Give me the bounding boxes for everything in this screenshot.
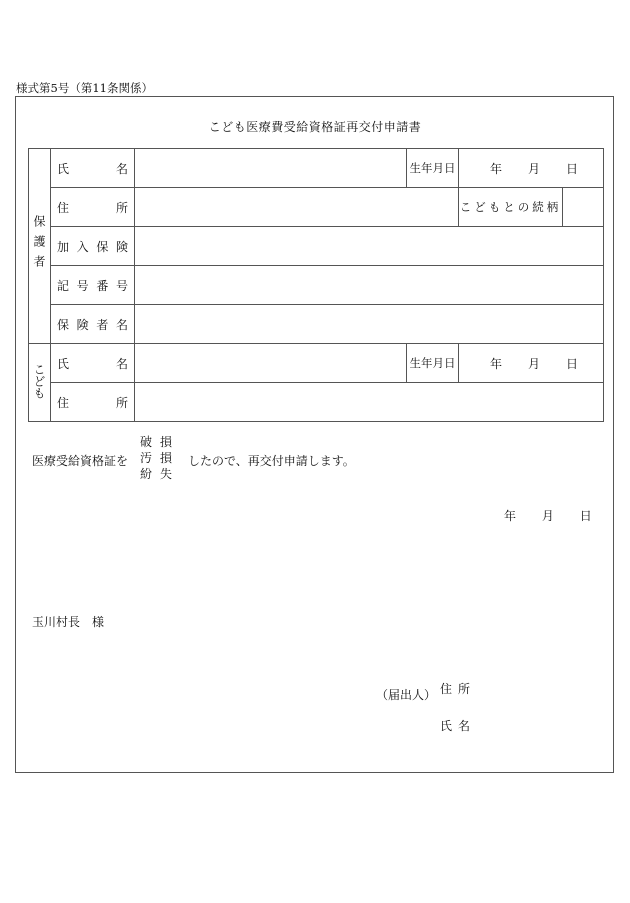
reason-choice-soiled[interactable]: 汚損 [140, 451, 181, 465]
guardian-address-row [29, 188, 604, 227]
guardian-name-field[interactable] [135, 149, 407, 188]
form-number: 様式第5号（第11条関係） [16, 81, 153, 95]
document-title: こども医療費受給資格証再交付申請書 [208, 120, 422, 134]
insurer-field[interactable] [135, 305, 604, 344]
submission-date[interactable] [504, 507, 592, 524]
insurance-label: 加 入 保 険 [57, 239, 128, 254]
submission-day-unit: 日 [579, 509, 592, 523]
guardian-address-field[interactable] [135, 188, 459, 227]
insurer-label: 保 険 者 名 [57, 317, 128, 332]
child-name-row [29, 344, 604, 383]
guardian-birth-year-unit: 年 [489, 161, 502, 176]
symbol-number-row [29, 266, 604, 305]
guardian-group-label-cell [29, 149, 51, 344]
child-name-field[interactable] [135, 344, 407, 383]
guardian-birthdate-label: 生年月日 [407, 149, 459, 188]
insurer-row [29, 305, 604, 344]
child-birth-day-unit: 日 [565, 356, 578, 371]
applicant-label: （届出人） [376, 688, 437, 702]
relationship-field[interactable] [563, 188, 604, 227]
guardian-name-row [29, 149, 604, 188]
child-address-field[interactable] [135, 383, 604, 422]
guardian-birth-month-unit: 月 [527, 161, 540, 176]
symbol-number-field[interactable] [135, 266, 604, 305]
guardian-birth-day-unit: 日 [565, 161, 578, 176]
statement-prefix: 医療受給資格証を [32, 454, 129, 468]
child-birth-year-unit: 年 [489, 356, 502, 371]
guardian-birthdate-field[interactable] [459, 149, 604, 188]
submission-month-unit: 月 [541, 509, 554, 523]
child-name-label: 氏 名 [57, 356, 128, 371]
child-birthdate-label: 生年月日 [407, 344, 459, 383]
addressee: 玉川村長 様 [32, 615, 105, 629]
child-address-label: 住 所 [57, 395, 128, 410]
guardian-name-label-cell [51, 149, 135, 188]
insurer-label-cell [51, 305, 135, 344]
submission-year-unit: 年 [504, 509, 517, 523]
symbol-number-label: 記 号 番 号 [57, 278, 128, 293]
applicant-address-label: 住所 [440, 682, 477, 696]
child-group-label-cell [29, 344, 51, 422]
reason-choices [140, 434, 180, 482]
reason-choice-lost[interactable]: 紛失 [140, 467, 181, 481]
guardian-name-label: 氏 名 [57, 161, 128, 176]
guardian-address-label-cell [51, 188, 135, 227]
application-table [28, 148, 604, 422]
guardian-group-label: 保護者 [32, 214, 46, 275]
guardian-address-label: 住 所 [57, 200, 128, 215]
child-address-label-cell [51, 383, 135, 422]
child-group-label: こども [32, 363, 46, 399]
insurance-label-cell [51, 227, 135, 266]
insurance-field[interactable] [135, 227, 604, 266]
statement-suffix: したので、再交付申請します。 [188, 454, 355, 468]
child-address-row [29, 383, 604, 422]
applicant-name-label: 氏名 [440, 719, 477, 733]
child-name-label-cell [51, 344, 135, 383]
child-birthdate-field[interactable] [459, 344, 604, 383]
symbol-number-label-cell [51, 266, 135, 305]
relationship-label: こどもとの続柄 [459, 188, 563, 227]
insurance-row [29, 227, 604, 266]
child-birth-month-unit: 月 [527, 356, 540, 371]
reason-choice-damaged[interactable]: 破損 [140, 435, 181, 449]
